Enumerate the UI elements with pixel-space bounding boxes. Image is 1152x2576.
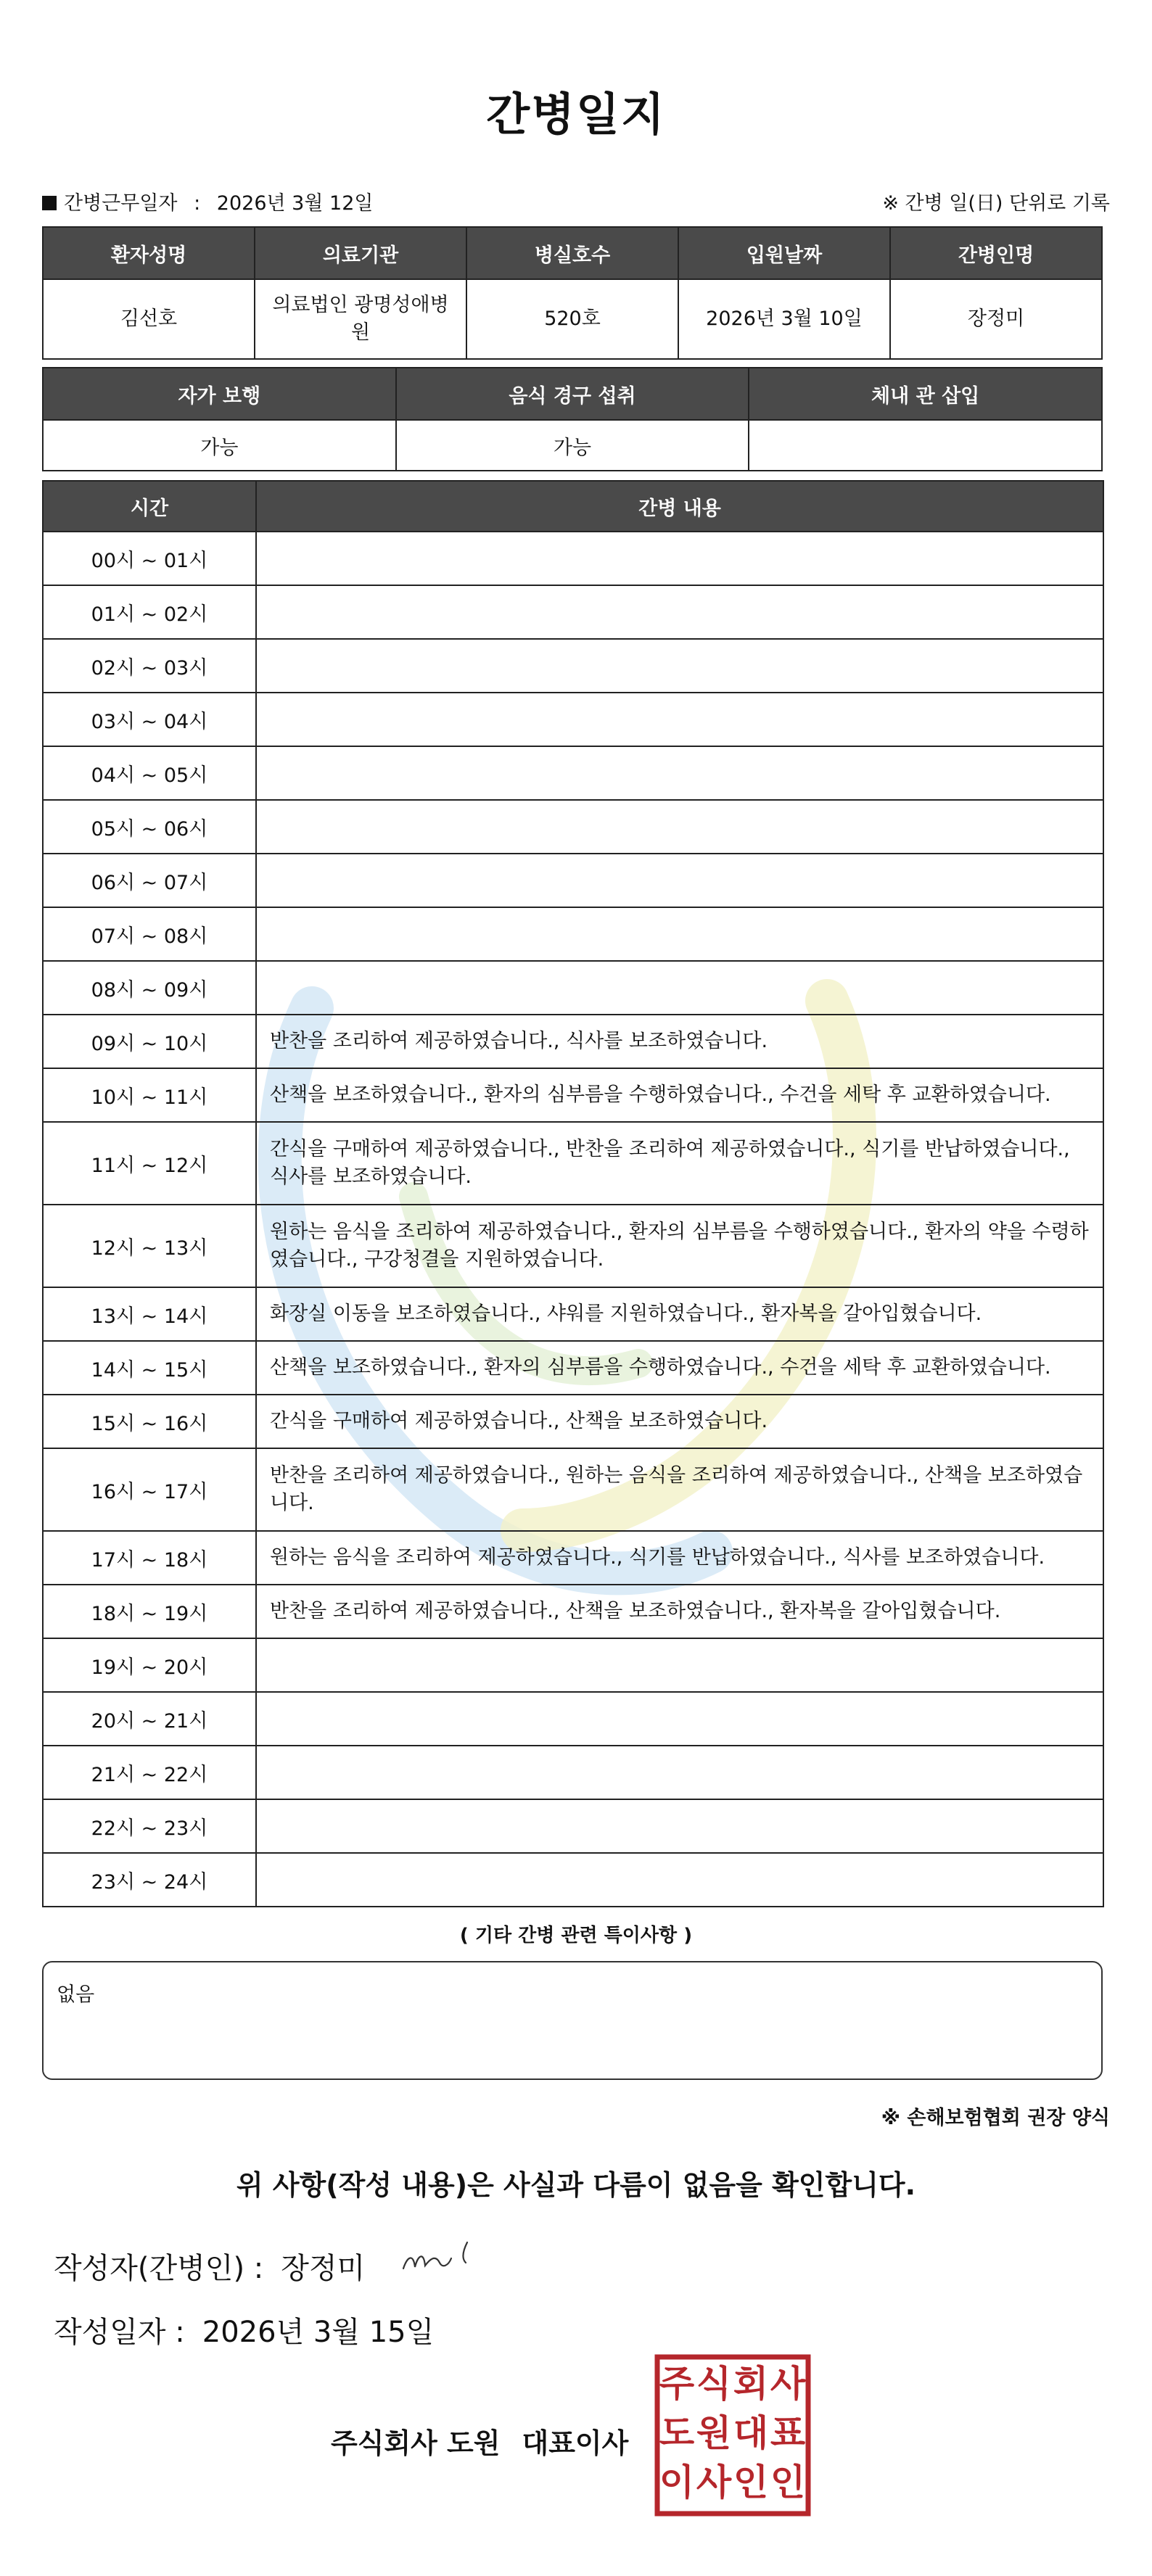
ability-header-row [43, 368, 1102, 420]
log-body [43, 532, 1103, 1907]
log-content-cell: 반찬을 조리하여 제공하였습니다., 식사를 보조하였습니다. [256, 1015, 1103, 1068]
admission-date: 2026년 3월 10일 [678, 279, 890, 359]
log-row [43, 1287, 1103, 1341]
work-date-label: 간병근무일자 [64, 192, 178, 215]
log-row [43, 639, 1103, 693]
log-row [43, 1068, 1103, 1122]
seal-character: 도 [659, 2412, 695, 2454]
header-care-content: 간병 내용 [256, 481, 1103, 532]
ability-value-row [43, 420, 1102, 471]
log-content-cell [256, 800, 1103, 854]
log-row [43, 1015, 1103, 1068]
log-time-cell: 05시 ~ 06시 [43, 800, 256, 854]
log-content-cell: 간식을 구매하여 제공하였습니다., 반찬을 조리하여 제공하였습니다., 식기를 반납하였습니다., 식사를 보조하였습니다. [256, 1122, 1103, 1205]
log-time-cell: 11시 ~ 12시 [43, 1122, 256, 1205]
log-row [43, 961, 1103, 1015]
seal-character: 인 [733, 2461, 769, 2503]
caregiver-name: 장정미 [890, 279, 1102, 359]
log-time-cell: 23시 ~ 24시 [43, 1853, 256, 1907]
header-tube-insertion: 체내 관 삽입 [749, 368, 1102, 420]
log-content-cell: 반찬을 조리하여 제공하였습니다., 원하는 음식을 조리하여 제공하였습니다., 산책을 보조하였습니다. [256, 1448, 1103, 1531]
form-source-note: ※ 손해보험협회 권장 양식 [881, 2107, 1110, 2129]
writer-label: 작성자(간병인) : [54, 2252, 264, 2285]
hourly-care-log-table [42, 480, 1104, 1907]
log-time-cell: 13시 ~ 14시 [43, 1287, 256, 1341]
written-date-label: 작성일자 : [54, 2316, 185, 2349]
header-hospital: 의료기관 [255, 227, 466, 279]
log-time-cell: 14시 ~ 15시 [43, 1341, 256, 1395]
seal-character: 표 [770, 2412, 806, 2454]
log-content-cell: 원하는 음식을 조리하여 제공하였습니다., 식기를 반납하였습니다., 식사를 보조하였습니다. [256, 1531, 1103, 1585]
log-row [43, 1853, 1103, 1907]
seal-character: 사 [696, 2461, 732, 2503]
header-time: 시간 [43, 481, 256, 532]
header-caregiver-name: 간병인명 [890, 227, 1102, 279]
seal-character: 이 [659, 2461, 695, 2503]
room-number: 520호 [466, 279, 678, 359]
log-row [43, 1448, 1103, 1531]
self-walking-value: 가능 [43, 420, 396, 471]
black-square-icon [42, 196, 57, 210]
log-row [43, 532, 1103, 585]
work-date [42, 187, 373, 215]
log-time-cell: 03시 ~ 04시 [43, 693, 256, 746]
log-row [43, 854, 1103, 907]
log-row [43, 585, 1103, 639]
log-time-cell: 19시 ~ 20시 [43, 1638, 256, 1692]
patient-info-header-row [43, 227, 1102, 279]
log-time-cell: 02시 ~ 03시 [43, 639, 256, 693]
log-time-cell: 07시 ~ 08시 [43, 907, 256, 961]
log-content-cell [256, 1638, 1103, 1692]
log-content-cell: 산책을 보조하였습니다., 환자의 심부름을 수행하였습니다., 수건을 세탁 후 교환하였습니다. [256, 1341, 1103, 1395]
log-content-cell [256, 1746, 1103, 1799]
seal-character: 식 [696, 2363, 732, 2405]
log-content-cell: 화장실 이동을 보조하였습니다., 샤워를 지원하였습니다., 환자복을 갈아입혔습니다. [256, 1287, 1103, 1341]
patient-info-table [42, 226, 1103, 360]
log-time-cell: 12시 ~ 13시 [43, 1205, 256, 1287]
patient-ability-table [42, 367, 1103, 471]
work-date-separator: : [194, 192, 201, 215]
log-content-cell: 산책을 보조하였습니다., 환자의 심부름을 수행하였습니다., 수건을 세탁 후 교환하였습니다. [256, 1068, 1103, 1122]
log-row [43, 800, 1103, 854]
log-row [43, 1799, 1103, 1853]
written-date-line [54, 2309, 434, 2350]
log-time-cell: 04시 ~ 05시 [43, 746, 256, 800]
seal-character: 회 [733, 2363, 769, 2405]
log-time-cell: 09시 ~ 10시 [43, 1015, 256, 1068]
log-row [43, 1205, 1103, 1287]
log-content-cell [256, 1799, 1103, 1853]
log-content-cell [256, 532, 1103, 585]
header-admission-date: 입원날짜 [678, 227, 890, 279]
seal-character: 사 [770, 2363, 806, 2405]
page-title: 간병일지 [486, 88, 666, 141]
log-time-cell: 21시 ~ 22시 [43, 1746, 256, 1799]
log-content-cell: 간식을 구매하여 제공하였습니다., 산책을 보조하였습니다. [256, 1395, 1103, 1448]
tube-insertion-value [749, 420, 1102, 471]
seal-character: 주 [659, 2363, 695, 2405]
log-time-cell: 17시 ~ 18시 [43, 1531, 256, 1585]
remarks-heading: ( 기타 간병 관련 특이사항 ) [459, 1925, 693, 1947]
log-row [43, 1341, 1103, 1395]
log-time-cell: 01시 ~ 02시 [43, 585, 256, 639]
company-line [331, 2421, 628, 2461]
log-content-cell [256, 1853, 1103, 1907]
log-content-cell [256, 585, 1103, 639]
oral-intake-value: 가능 [396, 420, 749, 471]
log-row [43, 1531, 1103, 1585]
log-row [43, 1395, 1103, 1448]
log-content-cell [256, 854, 1103, 907]
log-content-cell [256, 693, 1103, 746]
seal-character: 인 [770, 2461, 806, 2503]
handwritten-signature [398, 2226, 499, 2284]
hospital-name: 의료법인 광명성애병원 [255, 279, 466, 359]
record-unit-note: ※ 간병 일(日) 단위로 기록 [882, 192, 1110, 215]
seal-character: 원 [696, 2412, 732, 2454]
log-time-cell: 18시 ~ 19시 [43, 1585, 256, 1638]
header-patient-name: 환자성명 [43, 227, 255, 279]
log-row [43, 693, 1103, 746]
patient-info-value-row [43, 279, 1102, 359]
log-content-cell [256, 961, 1103, 1015]
log-time-cell: 00시 ~ 01시 [43, 532, 256, 585]
writer-line [54, 2245, 365, 2287]
log-time-cell: 10시 ~ 11시 [43, 1068, 256, 1122]
company-representative: 대표이사 [522, 2427, 629, 2459]
log-row [43, 1638, 1103, 1692]
log-time-cell: 15시 ~ 16시 [43, 1395, 256, 1448]
log-header-row [43, 481, 1103, 532]
header-oral-intake: 음식 경구 섭취 [396, 368, 749, 420]
log-row [43, 1692, 1103, 1746]
log-content-cell [256, 746, 1103, 800]
log-time-cell: 22시 ~ 23시 [43, 1799, 256, 1853]
remarks-box [42, 1961, 1103, 2080]
log-content-cell: 원하는 음식을 조리하여 제공하였습니다., 환자의 심부름을 수행하였습니다., 환자의 약을 수령하였습니다., 구강청결을 지원하였습니다. [256, 1205, 1103, 1287]
header-room: 병실호수 [466, 227, 678, 279]
writer-name: 장정미 [281, 2252, 366, 2285]
log-content-cell [256, 1692, 1103, 1746]
seal-character: 대 [733, 2412, 769, 2454]
log-content-cell [256, 907, 1103, 961]
work-date-value: 2026년 3월 12일 [216, 192, 374, 215]
log-row [43, 1746, 1103, 1799]
log-time-cell: 16시 ~ 17시 [43, 1448, 256, 1531]
company-seal-stamp [653, 2353, 812, 2518]
log-row [43, 907, 1103, 961]
log-row [43, 746, 1103, 800]
log-content-cell: 반찬을 조리하여 제공하였습니다., 산책을 보조하였습니다., 환자복을 갈아입혔습니다. [256, 1585, 1103, 1638]
log-row [43, 1122, 1103, 1205]
confirmation-statement: 위 사항(작성 내용)은 사실과 다름이 없음을 확인합니다. [236, 2169, 916, 2201]
remarks-text: 없음 [57, 1983, 95, 2006]
log-content-cell [256, 639, 1103, 693]
log-row [43, 1585, 1103, 1638]
written-date-value: 2026년 3월 15일 [202, 2316, 435, 2349]
log-time-cell: 06시 ~ 07시 [43, 854, 256, 907]
company-name: 주식회사 도원 [331, 2427, 501, 2459]
log-time-cell: 20시 ~ 21시 [43, 1692, 256, 1746]
patient-name: 김선호 [43, 279, 255, 359]
header-self-walking: 자가 보행 [43, 368, 396, 420]
log-time-cell: 08시 ~ 09시 [43, 961, 256, 1015]
